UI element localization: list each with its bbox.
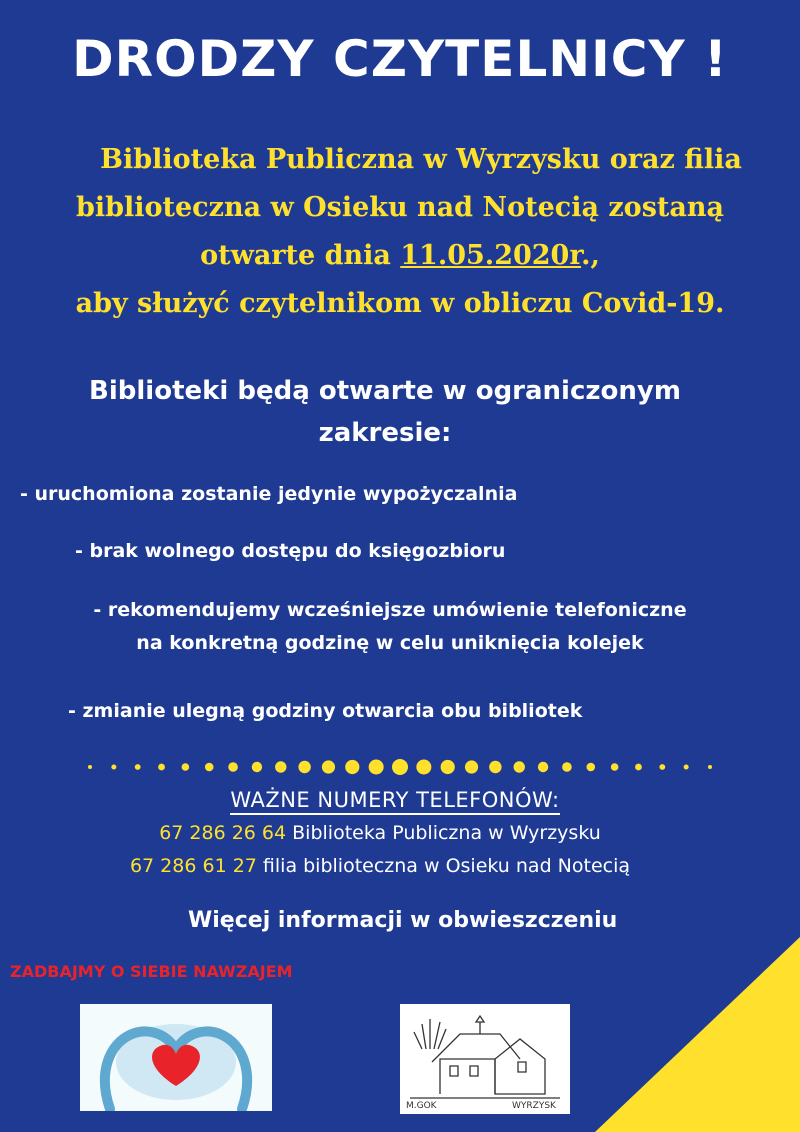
heart-hands-icon [80, 1004, 272, 1111]
divider-dot [538, 762, 548, 772]
logo-text-right: WYRZYSK [512, 1101, 556, 1111]
divider-dot [345, 760, 359, 774]
more-info-text: Więcej informacji w obwieszczeniu [188, 908, 618, 933]
divider-dot [416, 760, 431, 775]
divider-dot [298, 761, 310, 773]
opening-date: 11.05.2020r [400, 240, 582, 271]
limited-scope-heading [0, 370, 770, 454]
divider-dot [489, 761, 501, 773]
house-logo-icon [400, 1004, 570, 1114]
divider-dot [369, 760, 384, 775]
intro-line-3-suffix: ., [581, 240, 600, 271]
phone-number: 67 286 61 27 [129, 855, 257, 877]
intro-line-3 [20, 232, 780, 280]
dot-row [88, 759, 712, 775]
phone-number: 67 286 26 64 [159, 822, 287, 844]
list-item: - zmianie ulegną godziny otwarcia obu bibliotek [68, 700, 583, 722]
page-title: DRODZY CZYTELNICY ! [72, 30, 728, 88]
divider-dot [135, 764, 141, 770]
intro-text [20, 136, 780, 328]
divider-dot [708, 765, 712, 769]
divider-dot [611, 763, 619, 771]
divider-dot [514, 761, 525, 772]
divider-dot [684, 765, 689, 770]
divider-dot [182, 763, 190, 771]
yellow-corner-decoration [595, 937, 800, 1132]
divider-dot [158, 764, 165, 771]
divider-dot [322, 760, 335, 773]
divider-dot [228, 762, 238, 772]
phone-label: Biblioteka Publiczna w Wyrzysku [286, 822, 601, 844]
logo-text-left: M.GOK [406, 1101, 437, 1111]
phones-heading-text: WAŻNE NUMERY TELEFONÓW: [230, 788, 559, 815]
limited-line-2: zakresie: [318, 418, 452, 448]
dotted-divider [80, 752, 720, 782]
divider-dot [275, 761, 286, 772]
intro-line-3-prefix: otwarte dnia [200, 240, 401, 271]
divider-dot [659, 764, 665, 770]
divider-dot [252, 762, 262, 772]
limited-line-1: Biblioteki będą otwarte w ograniczonym [89, 376, 681, 406]
list-item: - uruchomiona zostanie jedynie wypożyczalnia [20, 483, 518, 505]
mgok-logo [400, 1004, 570, 1114]
intro-line-4: aby służyć czytelnikom w obliczu Covid-19. [75, 288, 725, 319]
phone-entry [0, 855, 760, 877]
divider-dot [465, 760, 478, 773]
phone-entry [0, 822, 760, 844]
divider-dot [392, 759, 408, 775]
intro-line-1: Biblioteka Publiczna w Wyrzysku oraz filia [100, 144, 742, 175]
care-slogan: ZADBAJMY O SIEBIE NAWZAJEM [10, 962, 293, 981]
list-item-line-1: - rekomendujemy wcześniejsze umówienie telefoniczne [93, 599, 687, 621]
list-item: - brak wolnego dostępu do księgozbioru [75, 540, 506, 562]
divider-dot [205, 763, 214, 772]
divider-dot [88, 765, 92, 769]
heart-hands-image [80, 1004, 272, 1111]
divider-dot [586, 763, 595, 772]
divider-dot [562, 762, 572, 772]
list-item [10, 594, 770, 660]
divider-dot [635, 764, 642, 771]
divider-dot [441, 760, 455, 774]
intro-line-2: biblioteczna w Osieku nad Notecią zostaną [76, 192, 724, 223]
divider-dot [111, 765, 116, 770]
list-item-line-2: na konkretną godzinę w celu uniknięcia kolejek [136, 632, 644, 654]
phones-heading [0, 788, 790, 812]
phone-label: filia biblioteczna w Osieku nad Notecią [256, 855, 631, 877]
